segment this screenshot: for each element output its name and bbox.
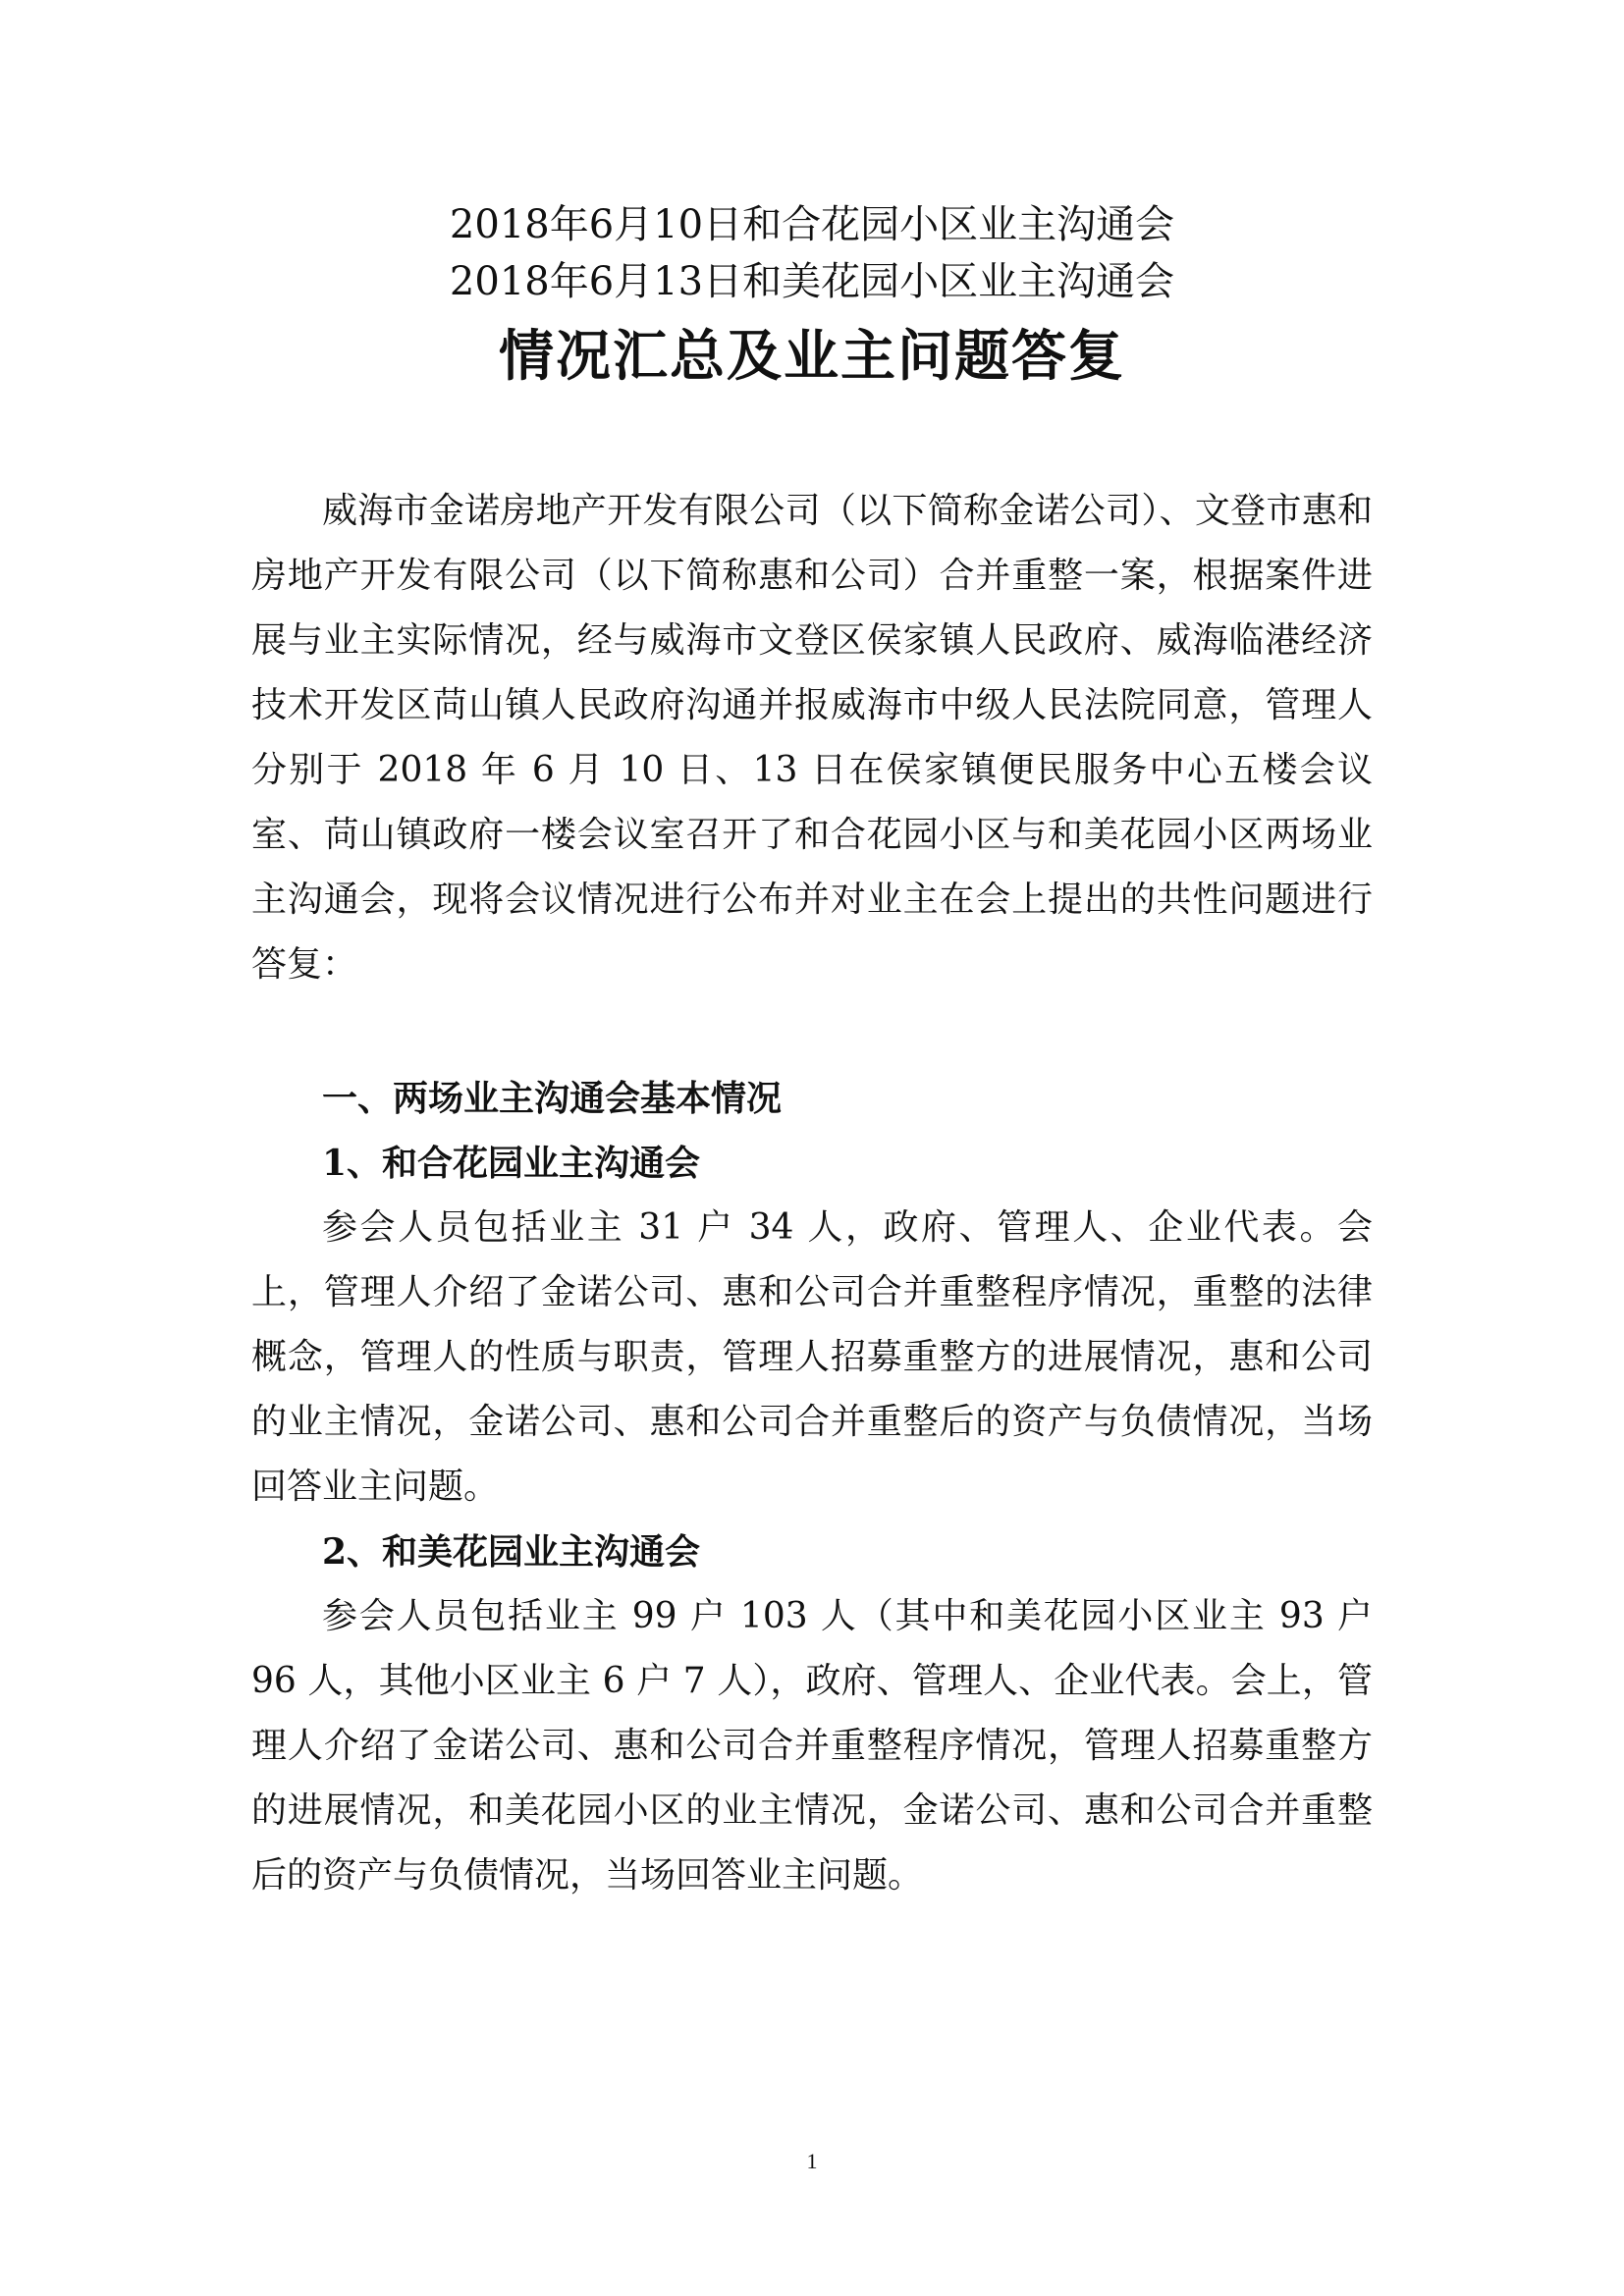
title-block bbox=[0, 196, 1624, 399]
title-line-1: 2018年6月10日和合花园小区业主沟通会 bbox=[449, 202, 1175, 247]
page-number: 1 bbox=[806, 2149, 818, 2173]
document-body bbox=[251, 479, 1373, 1908]
subsection-1-heading: 1、和合花园业主沟通会 bbox=[322, 1143, 701, 1184]
section-1-heading: 一、两场业主沟通会基本情况 bbox=[322, 1078, 783, 1119]
section-spacer bbox=[251, 997, 1373, 1066]
page-title: 情况汇总及业主问题答复 bbox=[499, 324, 1125, 389]
title-line-2: 2018年6月13日和美花园小区业主沟通会 bbox=[449, 259, 1175, 304]
intro-paragraph: 威海市金诺房地产开发有限公司（以下简称金诺公司）、文登市惠和房地产开发有限公司（以下简称惠和公司）合并重整一案，根据案件进展与业主实际情况，经与威海市文登区侯家镇人民政府、威海临港经济技术开发区苘山镇人民政府沟通并报威海市中级人民法院同意，管理人分别于 2018 年 6 月 10 日、13 日在侯家镇便民服务中心五楼会议室、苘山镇政府一楼会议室召开了和合花园小区与和美花园小区两场业主沟通会，现将会议情况进行公布并对业主在会上提出的共性问题进行答复： bbox=[251, 491, 1373, 985]
subsection-2-heading: 2、和美花园业主沟通会 bbox=[322, 1531, 701, 1573]
subsection-1-paragraph: 参会人员包括业主 31 户 34 人，政府、管理人、企业代表。会上，管理人介绍了金诺公司、惠和公司合并重整程序情况，重整的法律概念，管理人的性质与职责，管理人招募重整方的进展情况，惠和公司的业主情况，金诺公司、惠和公司合并重整后的资产与负债情况，当场回答业主问题。 bbox=[251, 1207, 1373, 1507]
subsection-2-paragraph: 参会人员包括业主 99 户 103 人（其中和美花园小区业主 93 户 96 人，其他小区业主 6 户 7 人），政府、管理人、企业代表。会上，管理人介绍了金诺公司、惠和公司合并重整程序情况，管理人招募重整方的进展情况，和美花园小区的业主情况，金诺公司、惠和公司合并重整后的资产与负债情况，当场回答业主问题。 bbox=[251, 1596, 1373, 1896]
